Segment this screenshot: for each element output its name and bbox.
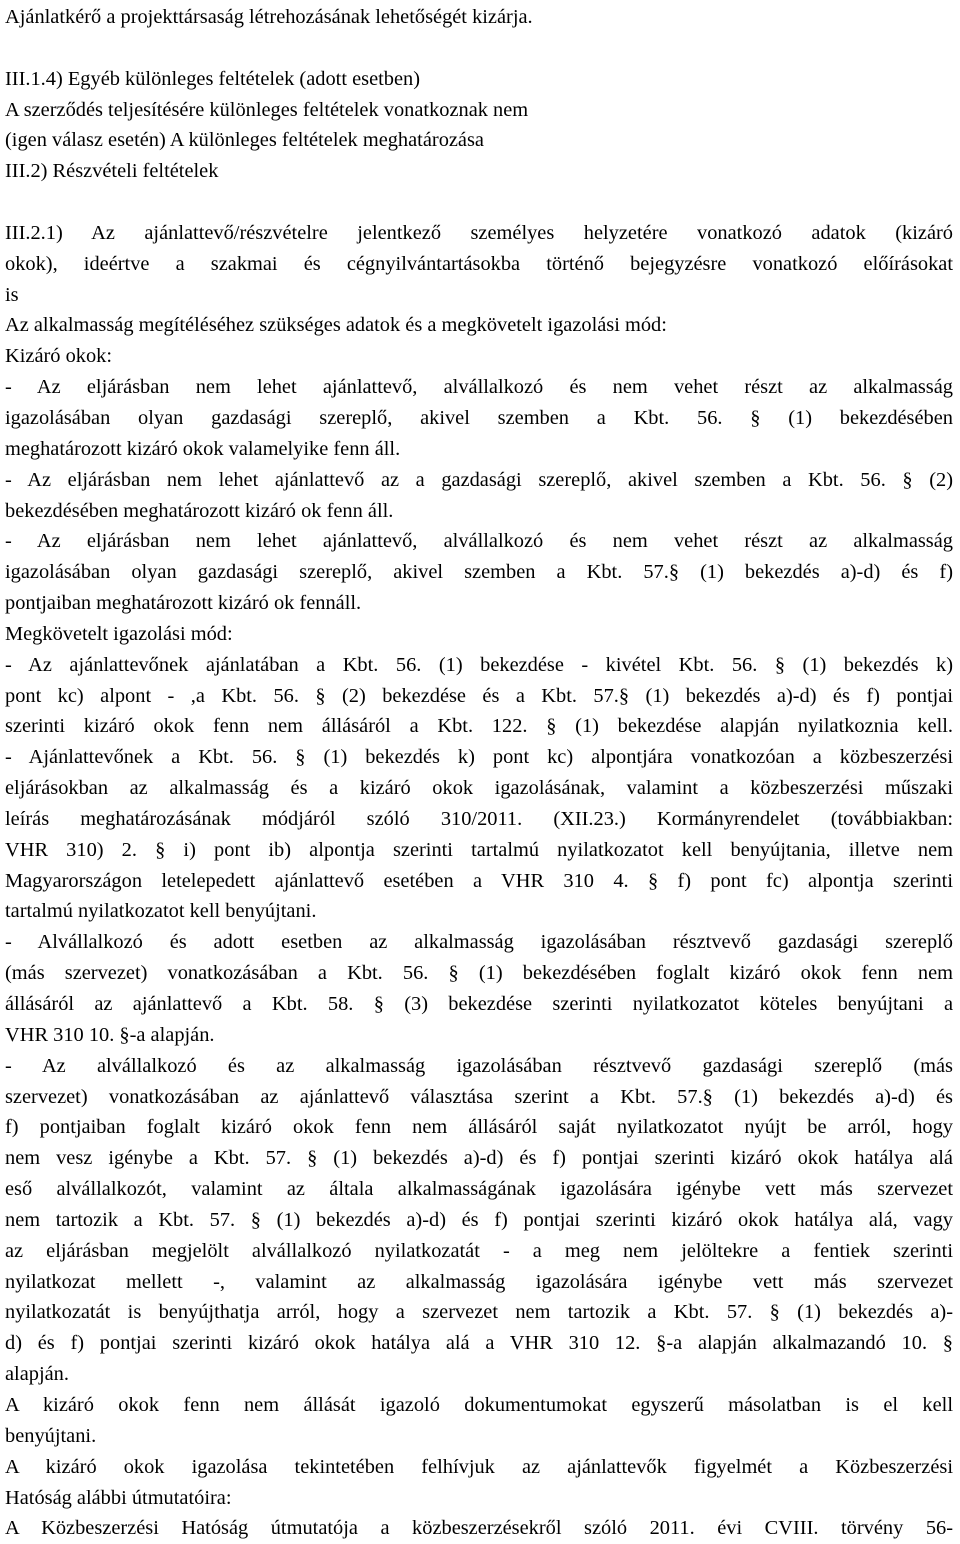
text-line: igazolásában olyan gazdasági szereplő, akivel szemben a Kbt. 56. § (1) bekezdésében <box>5 406 953 429</box>
text-line: Kizáró okok: <box>5 345 113 368</box>
text-line: nyilatkozatát is benyújthatja arról, hogy a szervezet nem tartozik a Kbt. 57. § (1) bekezdés a)- <box>5 1301 953 1324</box>
blank-line <box>5 33 953 64</box>
text-line: benyújtani. <box>5 1424 97 1447</box>
text-line: d) és f) pontjai szerinti kizáró okok hatálya alá a VHR 310 12. §-a alapján alkalmazandó 10. § <box>5 1332 953 1355</box>
text-line: az eljárásban megjelölt alvállalkozó nyilatkozatát - a meg nem jelöltekre a fentiek szerinti <box>5 1239 953 1262</box>
text-line: meghatározott kizáró okok valamelyike fenn áll. <box>5 437 401 460</box>
text-line: alapján. <box>5 1363 69 1386</box>
text-line: A Közbeszerzési Hatóság útmutatója a közbeszerzésekről szóló 2011. évi CVIII. törvény 56- <box>5 1517 953 1540</box>
text-line: A kizáró okok igazolása tekintetében felhívjuk az ajánlattevők figyelmét a Közbeszerzési <box>5 1455 953 1478</box>
text-line: - Alvállalkozó és adott esetben az alkalmasság igazolásában résztvevő gazdasági szereplő <box>5 931 953 954</box>
text-line: tartalmú nyilatkozatot kell benyújtani. <box>5 900 317 923</box>
text-line: eljárásokban az alkalmasság és a kizáró okok igazolásának, valamint a közbeszerzési műszaki <box>5 777 953 800</box>
text-line: szerinti kizáró okok fenn nem állásáról a Kbt. 122. § (1) bekezdése alapján nyilatkoznia kell. <box>5 715 953 738</box>
text-line: pont kc) alpont - ,a Kbt. 56. § (2) bekezdése és a Kbt. 57.§ (1) bekezdés a)-d) és f) pontjai <box>5 684 953 707</box>
text-line: - Az eljárásban nem lehet ajánlattevő, alvállalkozó és nem vehet részt az alkalmasság <box>5 376 953 399</box>
text-line: (igen válasz esetén) A különleges feltételek meghatározása <box>5 129 484 152</box>
text-line: - Az eljárásban nem lehet ajánlattevő, alvállalkozó és nem vehet részt az alkalmasság <box>5 530 953 553</box>
text-line: A kizáró okok fenn nem állását igazoló dokumentumokat egyszerű másolatban is el kell <box>5 1393 953 1416</box>
text-line: állásáról az ajánlattevő a Kbt. 58. § (3) bekezdése szerinti nyilatkozatot köteles benyújtani a <box>5 993 953 1015</box>
document-page <box>5 2 953 1544</box>
text-line: VHR 310 10. §-a alapján. <box>5 1023 215 1046</box>
text-line: leírás meghatározásának módjáról szóló 310/2011. (XII.23.) Kormányrendelet (továbbiakban: <box>5 807 953 830</box>
text-line: Hatóság alábbi útmutatóira: <box>5 1486 232 1509</box>
text-line: nem tartozik a Kbt. 57. § (1) bekezdés a)-d) és f) pontjai szerinti kizáró okok hatálya alá, vagy <box>5 1208 953 1231</box>
text-line: (más szervezet) vonatkozásában a Kbt. 56. § (1) bekezdésében foglalt kizáró okok fenn nem <box>5 962 953 985</box>
blank-line <box>5 187 953 218</box>
text-line: - Az ajánlattevőnek ajánlatában a Kbt. 56. (1) bekezdése - kivétel Kbt. 56. § (1) bekezdés k) <box>5 653 953 676</box>
text-line: okok), ideértve a szakmai és cégnyilvántartásokba történő bejegyzésre vonatkozó előírásokat <box>5 252 953 275</box>
text-line: A szerződés teljesítésére különleges feltételek vonatkoznak nem <box>5 98 529 121</box>
text-line: nyilatkozat mellett -, valamint az alkalmasság igazolására igénybe vett más szervezet <box>5 1270 953 1293</box>
text-line: pontjaiban meghatározott kizáró ok fennáll. <box>5 592 362 615</box>
text-line: Ajánlatkérő a projekttársaság létrehozásának lehetőségét kizárja. <box>5 6 533 28</box>
text-line: - Az eljárásban nem lehet ajánlattevő az a gazdasági szereplő, akivel szemben a Kbt. 56. § (2) <box>5 468 953 491</box>
text-line: igazolásában olyan gazdasági szereplő, akivel szemben a Kbt. 57.§ (1) bekezdés a)-d) és f) <box>5 561 953 584</box>
text-line: - Ajánlattevőnek a Kbt. 56. § (1) bekezdés k) pont kc) alpontjára vonatkozóan a közbeszerzési <box>5 746 953 769</box>
text-line: eső alvállalkozót, valamint az általa alkalmasságának igazolására igénybe vett más szervezet <box>5 1178 953 1201</box>
text-line: f) pontjaiban foglalt kizáró okok fenn nem állásáról saját nyilatkozatot nyújt be arról, hogy <box>5 1116 953 1139</box>
text-line: Megkövetelt igazolási mód: <box>5 622 233 645</box>
text-line: nem vesz igénybe a Kbt. 57. § (1) bekezdés a)-d) és f) pontjai szerinti kizáró okok hatálya alá <box>5 1147 953 1170</box>
text-line: Az alkalmasság megítéléséhez szükséges adatok és a megkövetelt igazolási mód: <box>5 314 667 337</box>
text-line: Magyarországon letelepedett ajánlattevő esetében a VHR 310 4. § f) pont fc) alpontja szerinti <box>5 869 953 892</box>
text-line: is <box>5 283 19 306</box>
text-line: III.2.1) Az ajánlattevő/részvételre jelentkező személyes helyzetére vonatkozó adatok (kizáró <box>5 221 953 244</box>
text-line: - Az alvállalkozó és az alkalmasság igazolásában résztvevő gazdasági szereplő (más <box>5 1054 953 1077</box>
text-line: szervezet) vonatkozásában az ajánlattevő választása szerint a Kbt. 57.§ (1) bekezdés a)-d) és <box>5 1085 953 1108</box>
text-line: III.1.4) Egyéb különleges feltételek (adott esetben) <box>5 67 421 90</box>
text-line: bekezdésében meghatározott kizáró ok fenn áll. <box>5 499 394 522</box>
text-line: VHR 310) 2. § i) pont ib) alpontja szerinti tartalmú nyilatkozatot kell benyújtania, illetve nem <box>5 838 953 861</box>
text-line: III.2) Részvételi feltételek <box>5 160 219 183</box>
